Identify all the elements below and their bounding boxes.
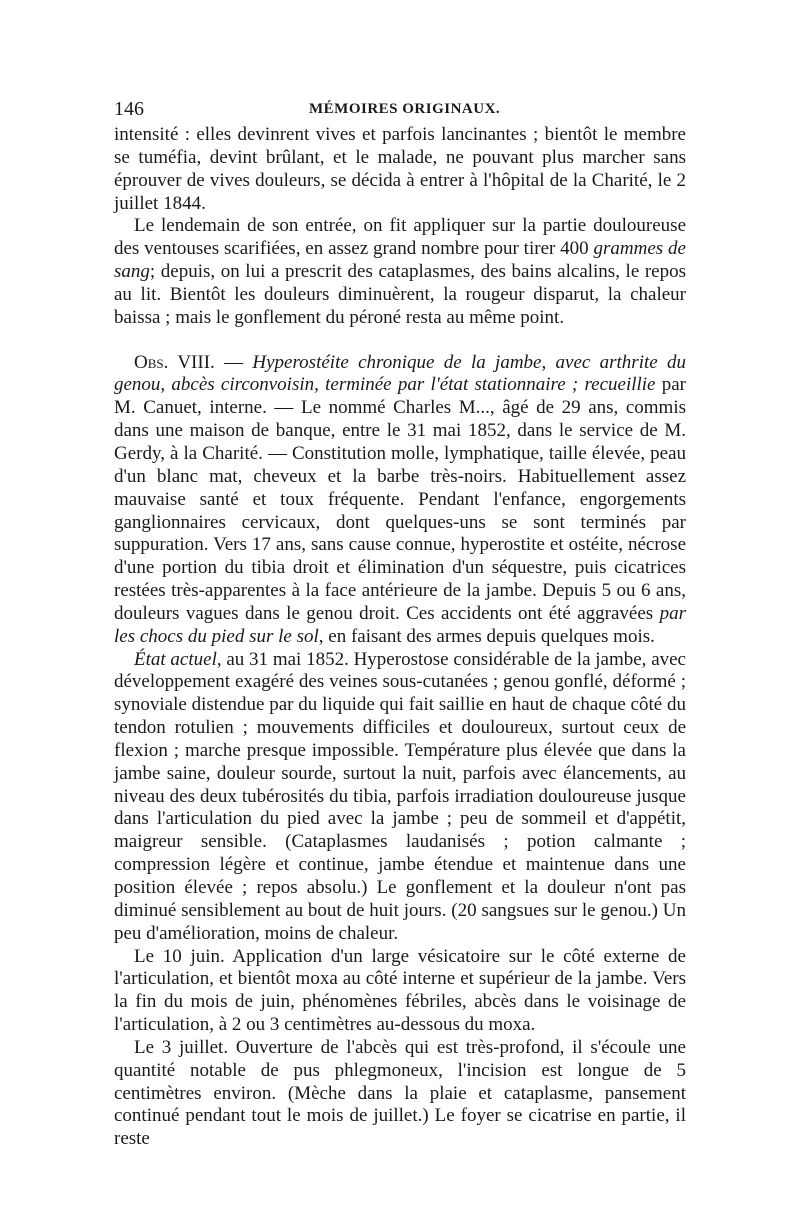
italic-phrase: grammes de sang <box>114 238 686 283</box>
paragraph-text: , en faisant des armes depuis quelques mois. <box>318 625 655 647</box>
paragraph-text: , au 31 mai 1852. Hyperostose considérable de la jambe, avec développement exagéré des veines sous-cutanées ; genou gonflé, déformé ; synoviale distendue par du liquide qui fait saillie en haut de chaque côté du tendon rotulien ; mouvements difficiles et douloureux, surtout ceux de flexion ; marche presque impossible. Température plus élevée que dans la jambe saine, douleur sourde, surtout la nuit, parfois avec élancements, au niveau des deux tubérosités du tibia, parfois irradiation douloureuse jusque dans l'articulation du pied avec la jambe ; peu de sommeil et d'appétit, maigreur sensible. (Cataplasmes laudanisés ; potion calmante ; compression légère et continue, jambe étendue et maintenue dans une position élevée ; repos absolu.) Le gonflement et la douleur n'ont pas diminué sensiblement au bout de huit jours. (20 sangsues sur le genou.) Un peu d'amélioration, moins de chaleur. <box>114 648 686 944</box>
italic-phrase: État actuel <box>134 648 217 670</box>
page-number: 146 <box>114 98 144 120</box>
paragraph-text: Le 10 juin. Application d'un large vésicatoire sur le côté externe de l'articulation, et bientôt moxa au côté interne et supérieur de la jambe. Vers la fin du mois de juin, phénomènes fébriles, abcès dans le voisinage de l'articulation, à 2 ou 3 centimètres au-dessous du moxa. <box>114 945 686 1036</box>
paragraph-text: Le 3 juillet. Ouverture de l'abcès qui est très-profond, il s'écoule une quantité notable de pus phlegmoneux, l'incision est longue de 5 centimètres environ. (Mèche dans la plaie et cataplasme, pansement continué pendant tout le mois de juillet.) Le foyer se cicatrise en partie, il reste <box>114 1036 686 1150</box>
paragraph-10-juin <box>114 946 686 1037</box>
running-head <box>114 98 686 124</box>
observation-label: Obs. VIII. <box>134 351 215 373</box>
paragraph-continuation <box>114 124 686 215</box>
paragraph-text: intensité : elles devinrent vives et parfois lancinantes ; bientôt le membre se tuméfia, devint brûlant, et le malade, ne pouvant plus marcher sans éprouver de vives douleurs, se décida à entrer à l'hôpital de la Charité, le 2 juillet 1844. <box>114 124 686 214</box>
paragraph-text: — <box>214 351 253 373</box>
observation-title: Hyperostéite chronique de la jambe, avec arthrite du genou, abcès circonvoisin, terminée par l'état stationnaire ; recueillie <box>114 351 686 396</box>
paragraph-etat-actuel <box>114 649 686 946</box>
paragraph-text: Le lendemain de son entrée, on fit appliquer sur la partie douloureuse des ventouses scarifiées, en assez grand nombre pour tirer 400 <box>114 215 686 260</box>
paragraph-treatment <box>114 215 686 329</box>
observation-heading-paragraph <box>114 352 686 649</box>
italic-phrase: par les chocs du pied sur le sol <box>114 602 686 647</box>
paragraph-text: ; depuis, on lui a prescrit des cataplasmes, des bains alcalins, le repos au lit. Bientôt les douleurs diminuèrent, la rougeur disparut, la chaleur baissa ; mais le gonflement du péroné resta au même point. <box>114 261 686 328</box>
book-page <box>114 98 686 1151</box>
paragraph-text: par M. Canuet, interne. — Le nommé Charles M..., âgé de 29 ans, commis dans une maison de banque, entre le 31 mai 1852, dans le service de M. Gerdy, à la Charité. — Constitution molle, lymphatique, taille élevée, peau d'un blanc mat, cheveux et la barbe très-noirs. Habituellement assez mauvaise santé et toux fréquente. Pendant l'enfance, engorgements ganglionnaires cervicaux, dont quelques-uns se sont terminés par suppuration. Vers 17 ans, sans cause connue, hyperostite et ostéite, nécrose d'une portion du tibia droit et élimination d'un séquestre, puis cicatrices restées très-apparentes à la face antérieure de la jambe. Depuis 5 ou 6 ans, douleurs vagues dans le genou droit. Ces accidents ont été aggravées <box>114 374 686 624</box>
paragraph-3-juillet <box>114 1037 686 1151</box>
running-title: MÉMOIRES ORIGINAUX. <box>309 101 501 117</box>
section-gap <box>114 330 686 352</box>
